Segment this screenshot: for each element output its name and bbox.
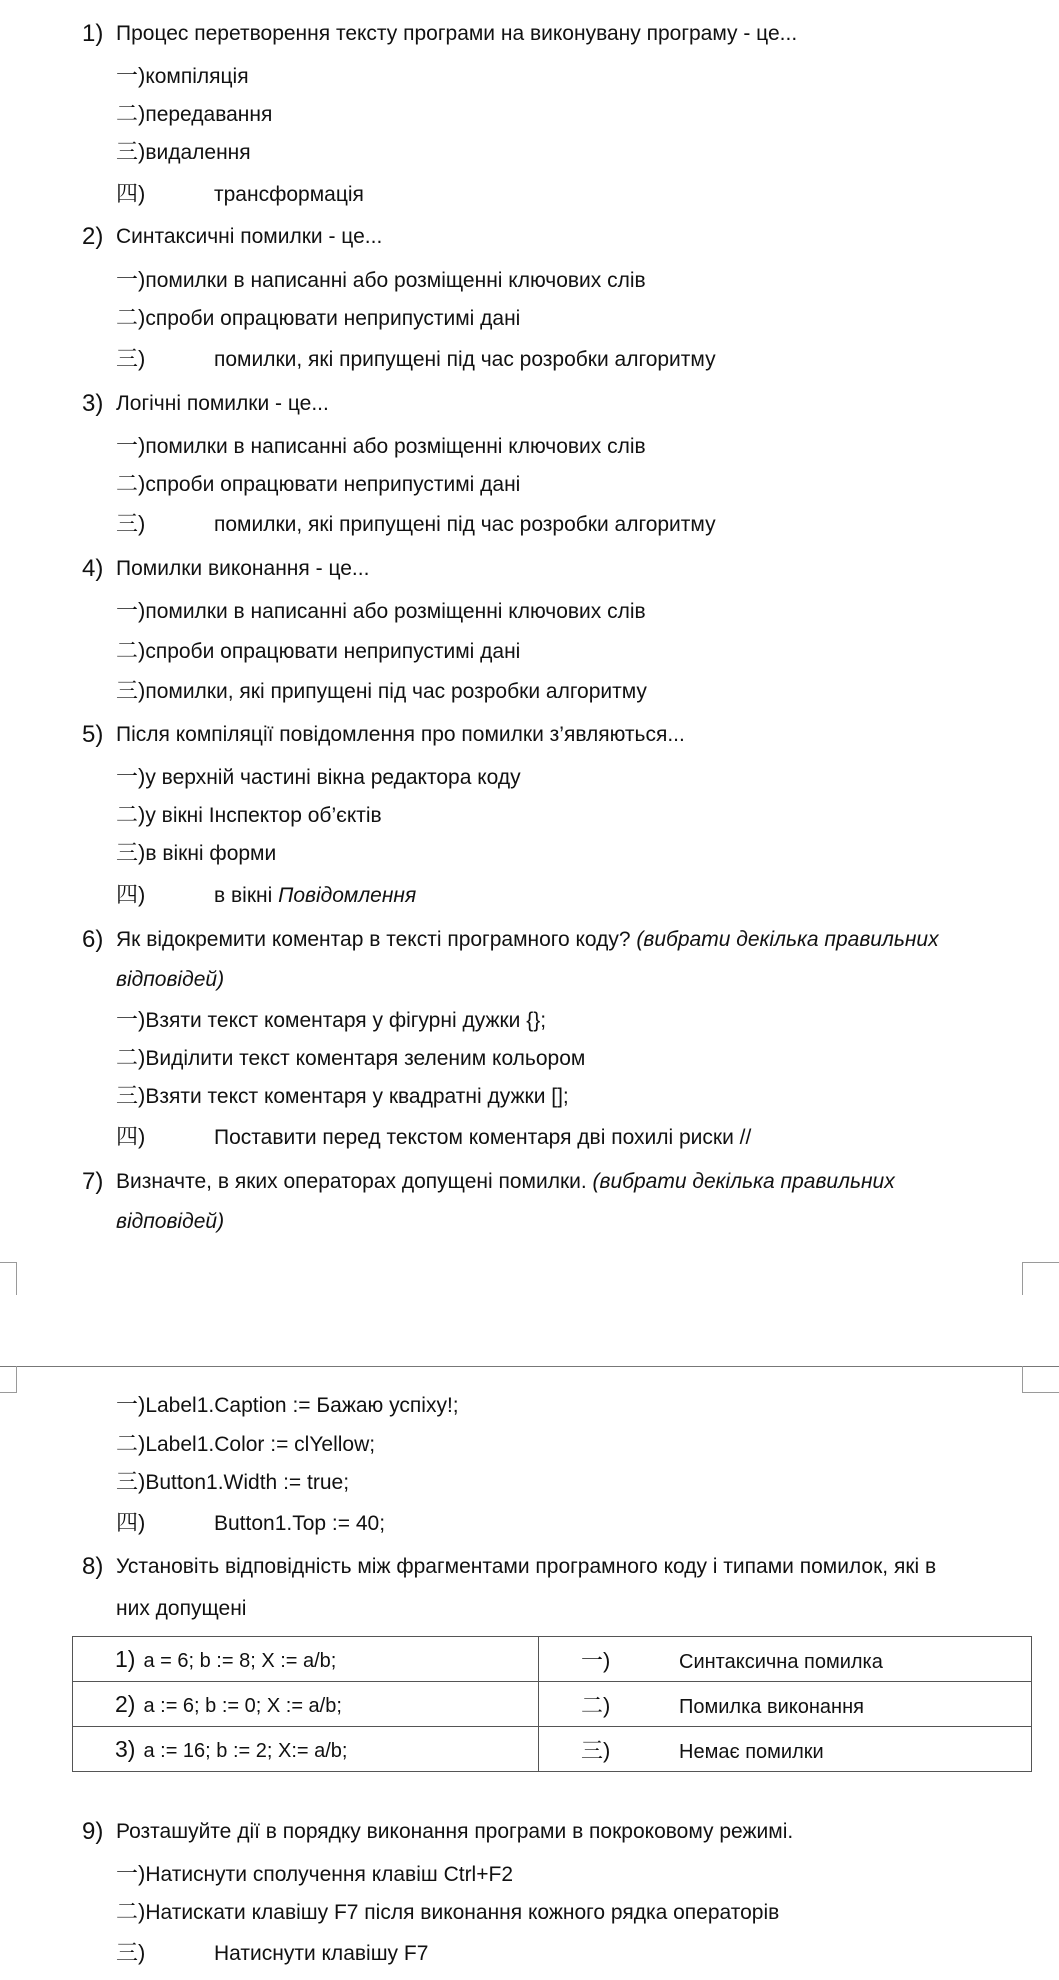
option-text: помилки, які припущені під час розробки алгоритму [214,348,716,371]
option [116,343,716,375]
option-text: помилки, які припущені під час розробки алгоритму [214,513,716,536]
option [116,60,249,92]
option-marker: 三) [116,1940,146,1965]
option-text: видалення [145,141,251,164]
option-text: помилки в написанні або розміщенні ключових слів [145,269,646,292]
row-number: 3) [115,1735,136,1762]
crop-mark [1022,1366,1059,1393]
option-text: Button1.Top := 40; [214,1512,386,1535]
option [116,1896,779,1928]
option [116,595,646,627]
question-text: Як відокремити коментар в тексті програмного коду? [116,928,631,951]
code-fragment: a := 6; b := 0; X := a/b; [143,1694,342,1717]
question-text: Процес перетворення тексту програми на виконувану програму - це... [116,22,798,45]
page-break-line [0,1366,1059,1367]
option-marker: 四) [116,882,146,907]
table-row [73,1637,1032,1682]
table-cell-type [539,1682,1032,1727]
option-marker: 四) [116,181,146,206]
option-marker: 二) [116,638,146,663]
option-marker: 三) [116,346,146,371]
option-marker: 二) [116,305,146,330]
question-text: Логічні помилки - це... [116,392,329,415]
option-marker: 二) [116,1431,146,1456]
option [116,1466,349,1498]
option-marker: 二) [116,802,146,827]
option-text: Button1.Width := true; [145,1471,350,1494]
error-type: Синтаксична помилка [679,1650,883,1673]
option-text: компіляція [145,65,249,88]
option [116,508,716,540]
option [116,1428,375,1460]
error-type: Немає помилки [679,1740,824,1763]
question-text: Помилки виконання - це... [116,557,370,580]
option-text: спроби опрацювати неприпустимі дані [145,307,521,330]
option [116,1121,751,1153]
option-marker: 二) [116,471,146,496]
option [116,1004,546,1036]
question-hint: (вибрати декілька правильних [592,1170,895,1193]
option-text: спроби опрацювати неприпустимі дані [145,640,521,663]
code-fragment: a = 6; b := 8; X := a/b; [143,1649,337,1672]
option-text: Натиснути клавішу F7 [214,1942,429,1965]
option-text: Поставити перед текстом коментаря дві похилі риски // [214,1126,752,1149]
option [116,1937,428,1969]
row-number: 2) [115,1690,136,1717]
option-marker: 一) [116,1007,146,1032]
question-hint-continued: відповідей) [116,1210,225,1233]
question-hint-continued: відповідей) [116,968,225,991]
option-marker: 一) [116,63,146,88]
option-text: в вікні форми [145,842,277,865]
option-text: Label1.Color := clYellow; [145,1433,376,1456]
question-text: Визначте, в яких операторах допущені помилки. [116,1170,587,1193]
table-cell-type [539,1727,1032,1772]
question-text-continued: них допущені [116,1597,247,1620]
option [116,635,520,667]
row-number: 1) [115,1645,136,1672]
option [116,1507,385,1539]
question-number: 9) [82,1818,104,1845]
code-fragment: a := 16; b := 2; X:= a/b; [143,1739,348,1762]
option [116,264,646,296]
option-marker: 三) [116,139,146,164]
option-text: передавання [145,103,273,126]
question-hint: (вибрати декілька правильних [636,928,939,951]
option-marker: 三) [116,840,146,865]
option-marker: 三) [116,1469,146,1494]
option-text: помилки в написанні або розміщенні ключових слів [145,435,646,458]
question-number: 1) [82,20,104,47]
option [116,468,520,500]
option-text: помилки в написанні або розміщенні ключових слів [145,600,646,623]
option-marker: 一) [116,267,146,292]
crop-mark [1022,1262,1059,1295]
option [116,879,416,911]
option-marker: 一) [116,764,146,789]
question-number: 4) [82,555,104,582]
option-marker: 四) [116,1124,146,1149]
question-number: 7) [82,1168,104,1195]
row-marker: 三) [581,1737,611,1763]
question-text: Синтаксичні помилки - це... [116,225,383,248]
question-number: 5) [82,721,104,748]
option [116,1858,513,1890]
table-row [73,1727,1032,1772]
option-text: Натиснути сполучення клавіш Ctrl+F2 [145,1863,513,1886]
option-text: Натискати клавішу F7 після виконання кожного рядка операторів [145,1901,780,1924]
option [116,302,520,334]
question-text: Розташуйте дії в порядку виконання програми в покроковому режимі. [116,1820,794,1843]
option [116,136,251,168]
option-text-italic: Повідомлення [278,884,417,907]
option-text: у верхній частині вікна редактора коду [145,766,521,789]
option-marker: 三) [116,511,146,536]
option-marker: 二) [116,101,146,126]
option-text: у вікні Інспектор об’єктів [145,804,382,827]
option [116,761,521,793]
table-cell-code [73,1727,539,1772]
question-number: 2) [82,223,104,250]
option [116,1042,585,1074]
option-text: трансформація [214,183,364,206]
option-marker: 一) [116,598,146,623]
table-cell-code [73,1637,539,1682]
row-marker: 二) [581,1692,611,1718]
option [116,799,382,831]
option-marker: 二) [116,1045,146,1070]
option [116,430,646,462]
row-marker: 一) [581,1647,611,1673]
option [116,837,276,869]
option-text: Взяти текст коментаря у квадратні дужки []; [145,1085,569,1108]
table-cell-type [539,1637,1032,1682]
crop-mark [0,1262,17,1295]
table-cell-code [73,1682,539,1727]
option-text: Label1.Caption := Бажаю успіху!; [145,1394,459,1417]
option-text: Виділити текст коментаря зеленим кольором [145,1047,586,1070]
option-marker: 一) [116,1861,146,1886]
option [116,1389,459,1421]
option-text: в вікні [214,884,273,907]
option-marker: 二) [116,1899,146,1924]
option-marker: 一) [116,433,146,458]
option-marker: 三) [116,1083,146,1108]
question-number: 3) [82,390,104,417]
crop-mark [0,1366,17,1393]
question-text: Після компіляції повідомлення про помилки з’являються... [116,723,685,746]
option-text: спроби опрацювати неприпустимі дані [145,473,521,496]
option [116,178,364,210]
option-marker: 一) [116,1392,146,1417]
question-number: 8) [82,1553,104,1580]
option-marker: 三) [116,678,146,703]
question-number: 6) [82,926,104,953]
error-type: Помилка виконання [679,1695,864,1718]
option [116,98,272,130]
option [116,1080,569,1112]
option-marker: 四) [116,1510,146,1535]
option-text: Взяти текст коментаря у фігурні дужки {}; [145,1009,547,1032]
option [116,675,647,707]
option-text: помилки, які припущені під час розробки алгоритму [145,680,647,703]
question-text: Установіть відповідність між фрагментами програмного коду і типами помилок, які в [116,1555,937,1578]
table-row [73,1682,1032,1727]
matching-table [72,1636,1032,1772]
